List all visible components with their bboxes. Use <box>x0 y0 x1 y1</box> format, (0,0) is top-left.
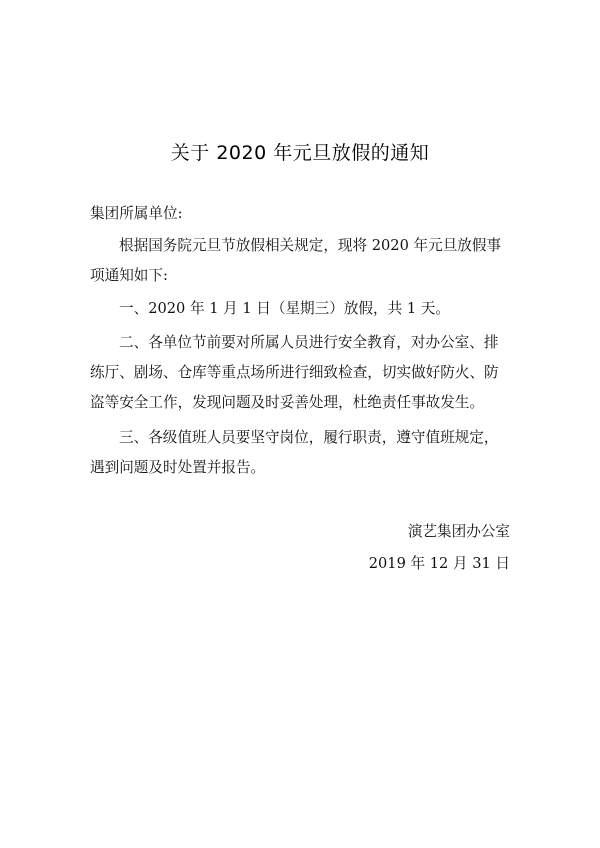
salutation: 集团所属单位: <box>90 205 183 222</box>
signature-date: 2019 年 12 月 31 日 <box>368 555 510 572</box>
paragraph-item-3: 三、各级值班人员要坚守岗位，履行职责，遵守值班规定，遇到问题及时处置并报告。 <box>90 429 499 476</box>
paragraph-item-2: 二、各单位节前要对所属人员进行安全教育，对办公室、排练厅、剧场、仓库等重点场所进行细致检查，切实做好防火、防盗等安全工作，发现问题及时妥善处理，杜绝责任事故发生。 <box>90 334 499 411</box>
signature-organization: 演艺集团办公室 <box>407 523 510 540</box>
paragraph-item-1: 一、2020 年 1 月 1 日（星期三）放假，共 1 天。 <box>119 300 450 317</box>
notice-title: 关于 2020 年元旦放假的通知 <box>170 142 430 164</box>
paragraph-intro: 根据国务院元旦节放假相关规定，现将 2020 年元旦放假事项通知如下: <box>90 237 502 284</box>
